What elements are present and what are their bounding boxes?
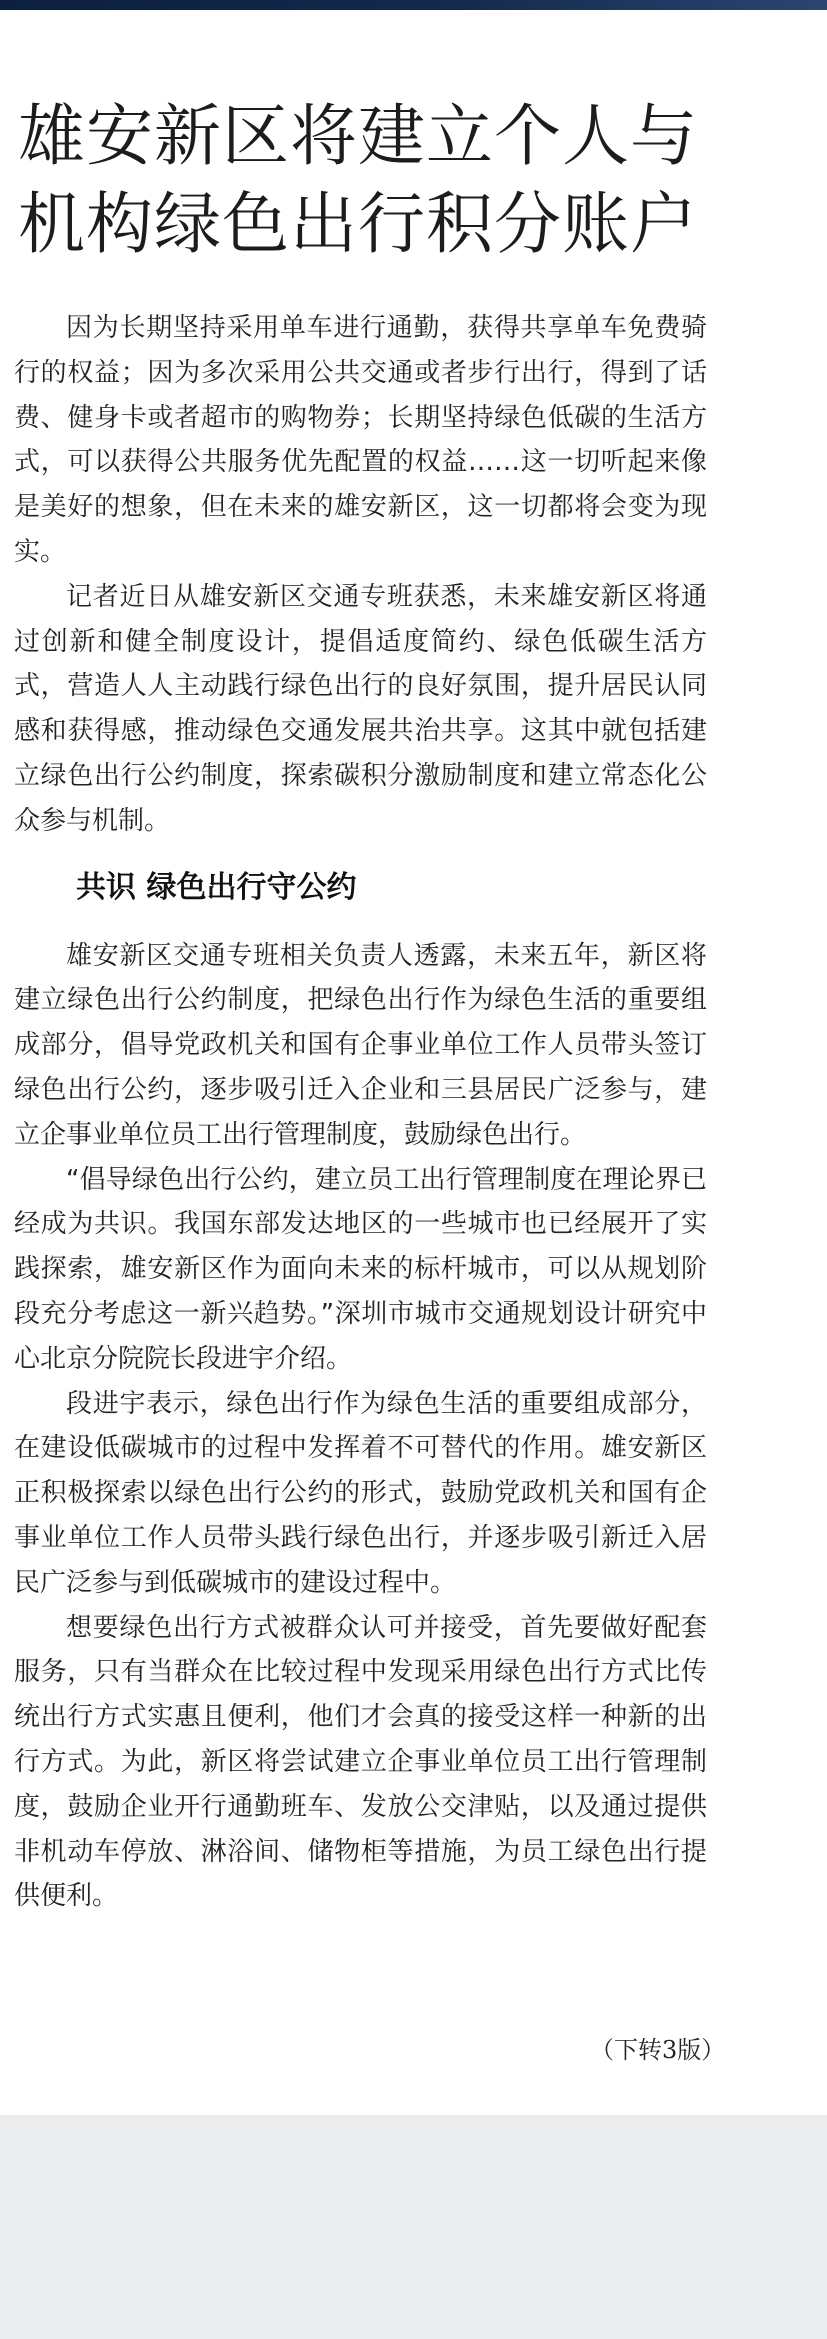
- paragraph-body-1: 雄安新区交通专班相关负责人透露，未来五年，新区将建立绿色出行公约制度，把绿色出行作为绿色生活的重要组成部分，倡导党政机关和国有企事业单位工作人员带头签订绿色出行公约，逐步吸引迁入企业和三县居民广泛参与，建立企事业单位员工出行管理制度，鼓励绿色出行。: [14, 940, 707, 1150]
- article-body: [14, 306, 707, 1919]
- headline-line-2: 机构绿色出行积分账户: [18, 185, 698, 263]
- paragraph-intro-1: 因为长期坚持采用单车进行通勤，获得共享单车免费骑行的权益；因为多次采用公共交通或者步行出行，得到了话费、健身卡或者超市的购物券；长期坚持绿色低碳的生活方式，可以获得公共服务优先配置的权益……这一切听起来像是美好的想象，但在未来的雄安新区，这一切都将会变为现实。: [14, 313, 707, 567]
- headline-line-1: 雄安新区将建立个人与: [18, 97, 698, 175]
- paragraph-intro-2: 记者近日从雄安新区交通专班获悉，未来雄安新区将通过创新和健全制度设计，提倡适度简约、绿色低碳生活方式，营造人人主动践行绿色出行的良好氛围，提升居民认同感和获得感，推动绿色交通发展共治共享。这其中就包括建立绿色出行公约制度，探索碳积分激励制度和建立常态化公众参与机制。: [14, 581, 707, 836]
- paragraph-body-2: “倡导绿色出行公约，建立员工出行管理制度在理论界已经成为共识。我国东部发达地区的一些城市也已经展开了实践探索，雄安新区作为面向未来的标杆城市，可以从规划阶段充分考虑这一新兴趋势。”深圳市城市交通规划设计研究中心北京分院院长段进宇介绍。: [14, 1164, 707, 1374]
- continued-on-page-note: （下转3版）: [590, 2036, 726, 2064]
- top-color-bar: [0, 0, 827, 10]
- article-headline: [18, 92, 808, 268]
- paragraph-body-3: 段进宇表示，绿色出行作为绿色生活的重要组成部分，在建设低碳城市的过程中发挥着不可替代的作用。雄安新区正积极探索以绿色出行公约的形式，鼓励党政机关和国有企事业单位工作人员带头践行绿色出行，并逐步吸引新迁入居民广泛参与到低碳城市的建设过程中。: [14, 1388, 707, 1598]
- section-subheading: 共识 绿色出行守公约: [76, 869, 357, 905]
- paragraph-body-4: 想要绿色出行方式被群众认可并接受，首先要做好配套服务，只有当群众在比较过程中发现采用绿色出行方式比传统出行方式实惠且便利，他们才会真的接受这样一种新的出行方式。为此，新区将尝试建立企事业单位员工出行管理制度，鼓励企业开行通勤班车、发放公交津贴，以及通过提供非机动车停放、淋浴间、储物柜等措施，为员工绿色出行提供便利。: [14, 1612, 707, 1912]
